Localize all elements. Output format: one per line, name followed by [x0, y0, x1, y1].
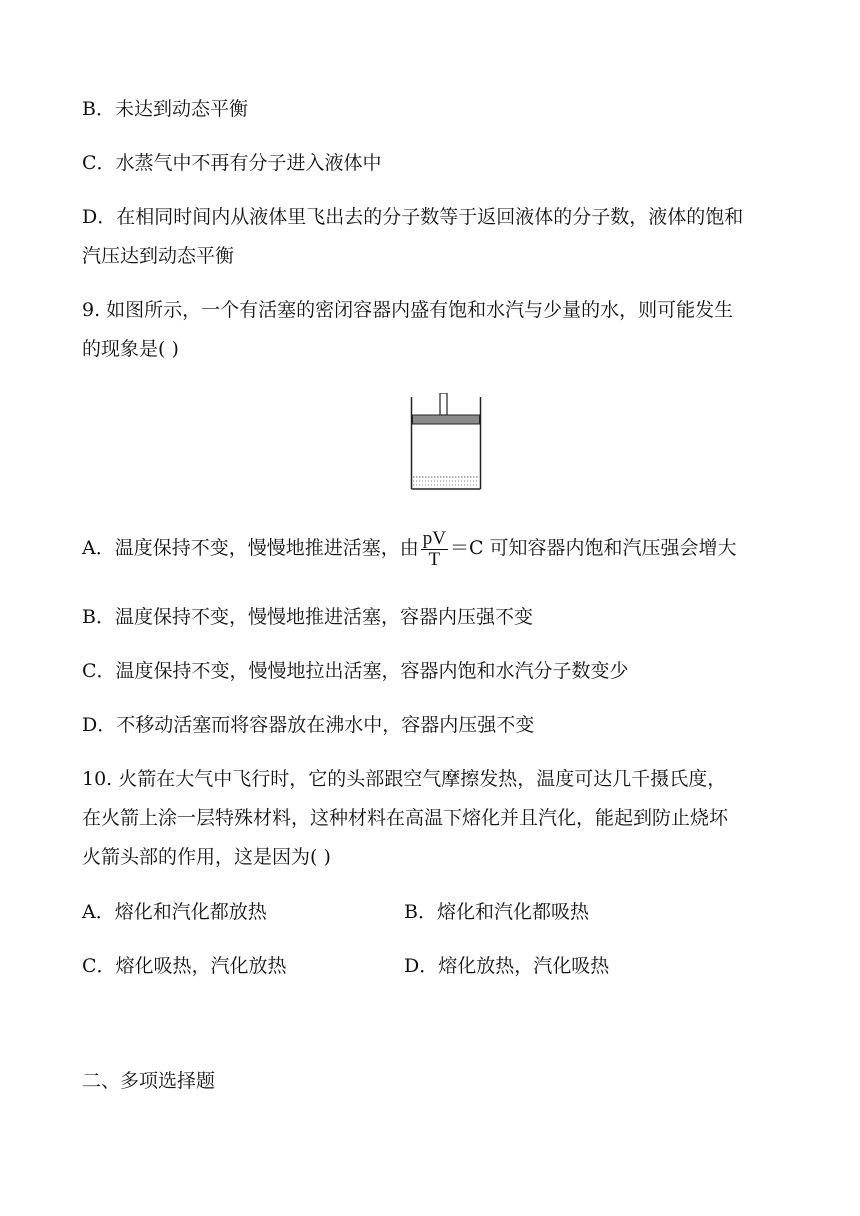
q8-option-d-line1: D．在相同时间内从液体里飞出去的分子数等于返回液体的分子数，液体的饱和	[82, 206, 744, 228]
q10-option-d: D．熔化放热，汽化吸热	[404, 955, 610, 977]
section2-heading: 二、多项选择题	[82, 1070, 216, 1092]
q10-stem-line2: 在火箭上涂一层特殊材料，这种材料在高温下熔化并且汽化，能起到防止烧坏	[82, 807, 729, 829]
q9-stem-line2: 的现象是( )	[82, 338, 179, 360]
q9-stem-line1: 9. 如图所示，一个有活塞的密闭容器内盛有饱和水汽与少量的水，则可能发生	[82, 299, 734, 321]
q10-option-b: B．熔化和汽化都吸热	[404, 901, 589, 923]
q9-option-d: D．不移动活塞而将容器放在沸水中，容器内压强不变	[82, 714, 535, 736]
q10-option-a: A．熔化和汽化都放热	[82, 901, 267, 923]
q9-option-a	[82, 526, 737, 570]
q10-stem-line3: 火箭头部的作用，这是因为( )	[82, 846, 331, 868]
pv-over-t-fraction	[421, 529, 448, 570]
q9-option-b: B．温度保持不变，慢慢地推进活塞，容器内压强不变	[82, 606, 533, 628]
q10-option-c: C．熔化吸热，汽化放热	[82, 955, 287, 977]
q9-option-c: C．温度保持不变，慢慢地拉出活塞，容器内饱和水汽分子数变少	[82, 660, 629, 682]
q8-option-c: C．水蒸气中不再有分子进入液体中	[82, 152, 382, 174]
q10-stem-line1: 10. 火箭在大气中飞行时，它的头部跟空气摩擦发热，温度可达几千摄氏度，	[82, 768, 727, 790]
piston-container-figure	[410, 393, 482, 495]
q8-option-d-line2: 汽压达到动态平衡	[82, 245, 235, 267]
fraction-numerator: pV	[422, 527, 446, 549]
q8-option-b: B．未达到动态平衡	[82, 98, 248, 120]
fraction-denominator: T	[428, 548, 441, 570]
q9-option-a-post: ＝C 可知容器内饱和汽压强会增大	[449, 537, 737, 559]
q9-option-a-pre: A．温度保持不变，慢慢地推进活塞，由	[82, 537, 419, 559]
